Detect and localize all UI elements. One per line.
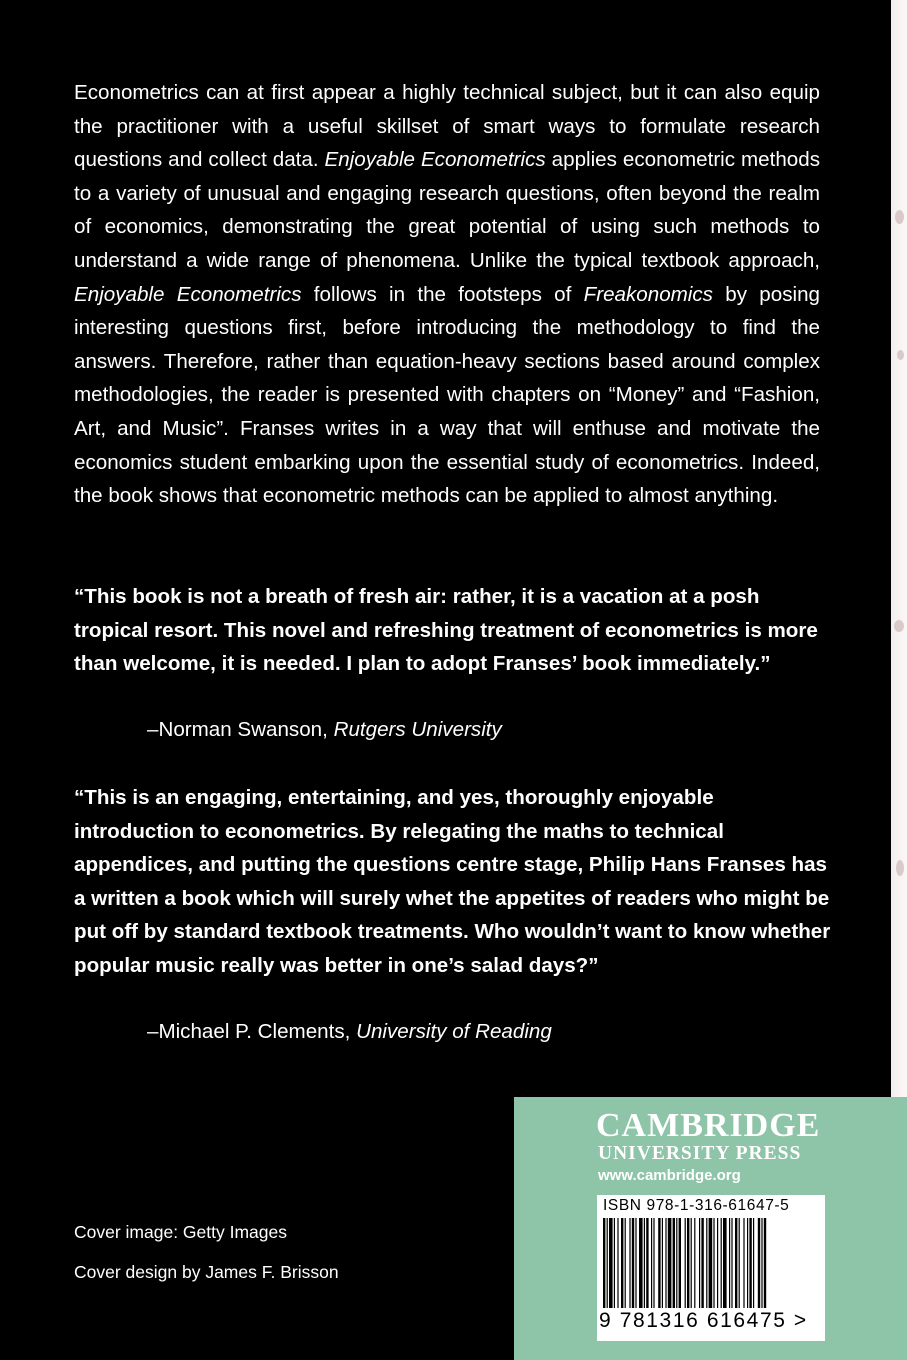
review-quote-clements: “This is an engaging, entertaining, and yes, thoroughly enjoyable introduction to econometrics. By relegating the maths to technical appendices, and putting the questions centre stage, Philip Hans Franses has a written a book which will surely whet the appetites of readers who might be put off by standard textbook treatments. Who wouldn’t want to know whether popular music really was better in one’s salad days?” — [74, 786, 831, 977]
review-attribution-swanson: –Norman Swanson, Rutgers University — [147, 718, 502, 741]
review-attribution-clements: –Michael P. Clements, University of Reading — [147, 1020, 552, 1043]
publisher-name: CAMBRIDGE — [596, 1107, 821, 1144]
review-quote-swanson: “This book is not a breath of fresh air: rather, it is a vacation at a posh tropical resort. This novel and refreshing treatment of econometrics is more than welcome, it is needed. I plan to adopt Franses’ book immediately.” — [74, 585, 818, 676]
publisher-press: UNIVERSITY PRESS — [598, 1143, 802, 1164]
barcode-bars — [603, 1218, 819, 1310]
isbn-text: ISBN 978-1-316-61647-5 — [603, 1197, 790, 1214]
publisher-panel — [514, 1097, 907, 1360]
barcode-label — [597, 1195, 825, 1341]
cover-design-credit: Cover design by James F. Brisson — [74, 1262, 339, 1282]
barcode-digits: 9 781316 616475 > — [599, 1309, 808, 1332]
cover-image-credit: Cover image: Getty Images — [74, 1222, 287, 1242]
description-blurb: Econometrics can at first appear a highly technical subject, but it can also equip the practitioner with a useful skillset of smart ways to formulate research questions and collect data. Enjoyable Econometrics applies econometric methods to a variety of unusual and engaging research questions, often beyond the realm of economics, demonstrating the great potential of using such methods to understand a wide range of phenomena. Unlike the typical textbook approach, Enjoyable Econometrics follows in the footsteps of Freakonomics by posing interesting questions first, before introducing the methodology to find the answers. Therefore, rather than equation-heavy sections based around complex methodologies, the reader is presented with chapters on “Money” and “Fashion, Art, and Music”. Franses writes in a way that will enthuse and motivate the economics student embarking upon the essential study of econometrics. Indeed, the book shows that econometric methods can be applied to almost anything. — [74, 81, 820, 508]
publisher-url: www.cambridge.org — [598, 1167, 741, 1184]
